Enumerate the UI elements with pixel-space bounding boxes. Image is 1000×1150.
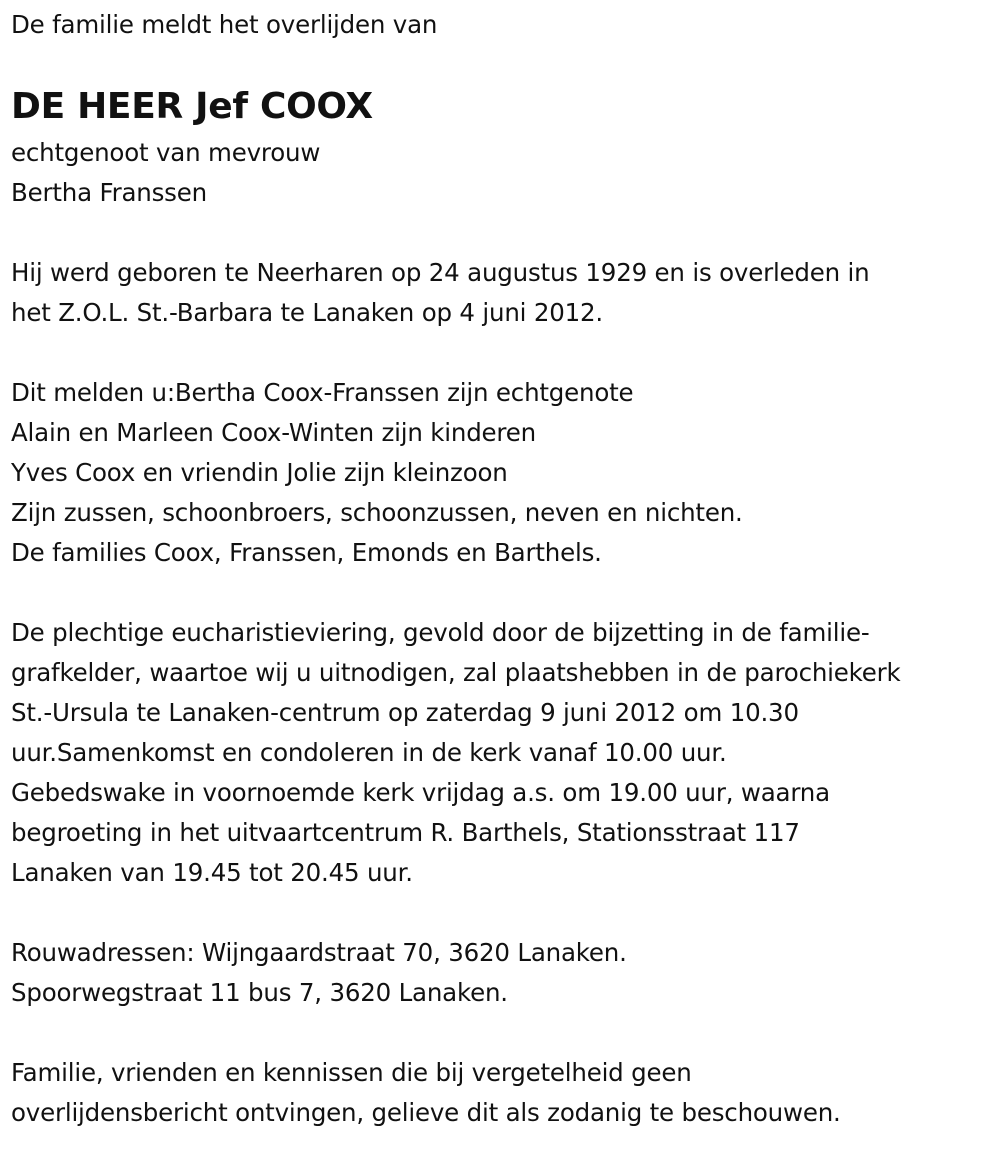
spouse-line: echtgenoot van mevrouw — [11, 138, 321, 167]
family-line: Alain en Marleen Coox-Winten zijn kinderen — [11, 418, 536, 447]
family-line: Zijn zussen, schoonbroers, schoonzussen, neven en nichten. — [11, 498, 743, 527]
service-line: begroeting in het uitvaartcentrum R. Barthels, Stationsstraat 117 — [11, 818, 800, 847]
death-line: het Z.O.L. St.-Barbara te Lanaken op 4 juni 2012. — [11, 298, 603, 327]
service-line: St.-Ursula te Lanaken-centrum op zaterdag 9 juni 2012 om 10.30 — [11, 698, 799, 727]
spouse-section — [11, 133, 320, 213]
birth-death-section — [11, 253, 870, 333]
family-line: De families Coox, Franssen, Emonds en Barthels. — [11, 538, 602, 567]
service-line: uur.Samenkomst en condoleren in de kerk vanaf 10.00 uur. — [11, 738, 727, 767]
intro-text: De familie meldt het overlijden van — [11, 10, 438, 39]
family-line: Yves Coox en vriendin Jolie zijn kleinzoon — [11, 458, 508, 487]
closing-line: overlijdensbericht ontvingen, gelieve dit als zodanig te beschouwen. — [11, 1098, 841, 1127]
family-line: Dit melden u:Bertha Coox-Franssen zijn echtgenote — [11, 378, 634, 407]
closing-section — [11, 1053, 841, 1133]
address-section — [11, 933, 627, 1013]
address-line: Spoorwegstraat 11 bus 7, 3620 Lanaken. — [11, 978, 508, 1007]
deceased-name: DE HEER Jef COOX — [11, 86, 373, 127]
closing-line: Familie, vrienden en kennissen die bij vergetelheid geen — [11, 1058, 692, 1087]
service-line: Lanaken van 19.45 tot 20.45 uur. — [11, 858, 413, 887]
service-line: grafkelder, waartoe wij u uitnodigen, zal plaatshebben in de parochiekerk — [11, 658, 901, 687]
service-section — [11, 613, 901, 893]
birth-line: Hij werd geboren te Neerharen op 24 augustus 1929 en is overleden in — [11, 258, 870, 287]
address-line: Rouwadressen: Wijngaardstraat 70, 3620 Lanaken. — [11, 938, 627, 967]
service-line: Gebedswake in voornoemde kerk vrijdag a.s. om 19.00 uur, waarna — [11, 778, 830, 807]
family-section — [11, 373, 743, 573]
spouse-name: Bertha Franssen — [11, 178, 207, 207]
service-line: De plechtige eucharistieviering, gevold door de bijzetting in de familie- — [11, 618, 870, 647]
